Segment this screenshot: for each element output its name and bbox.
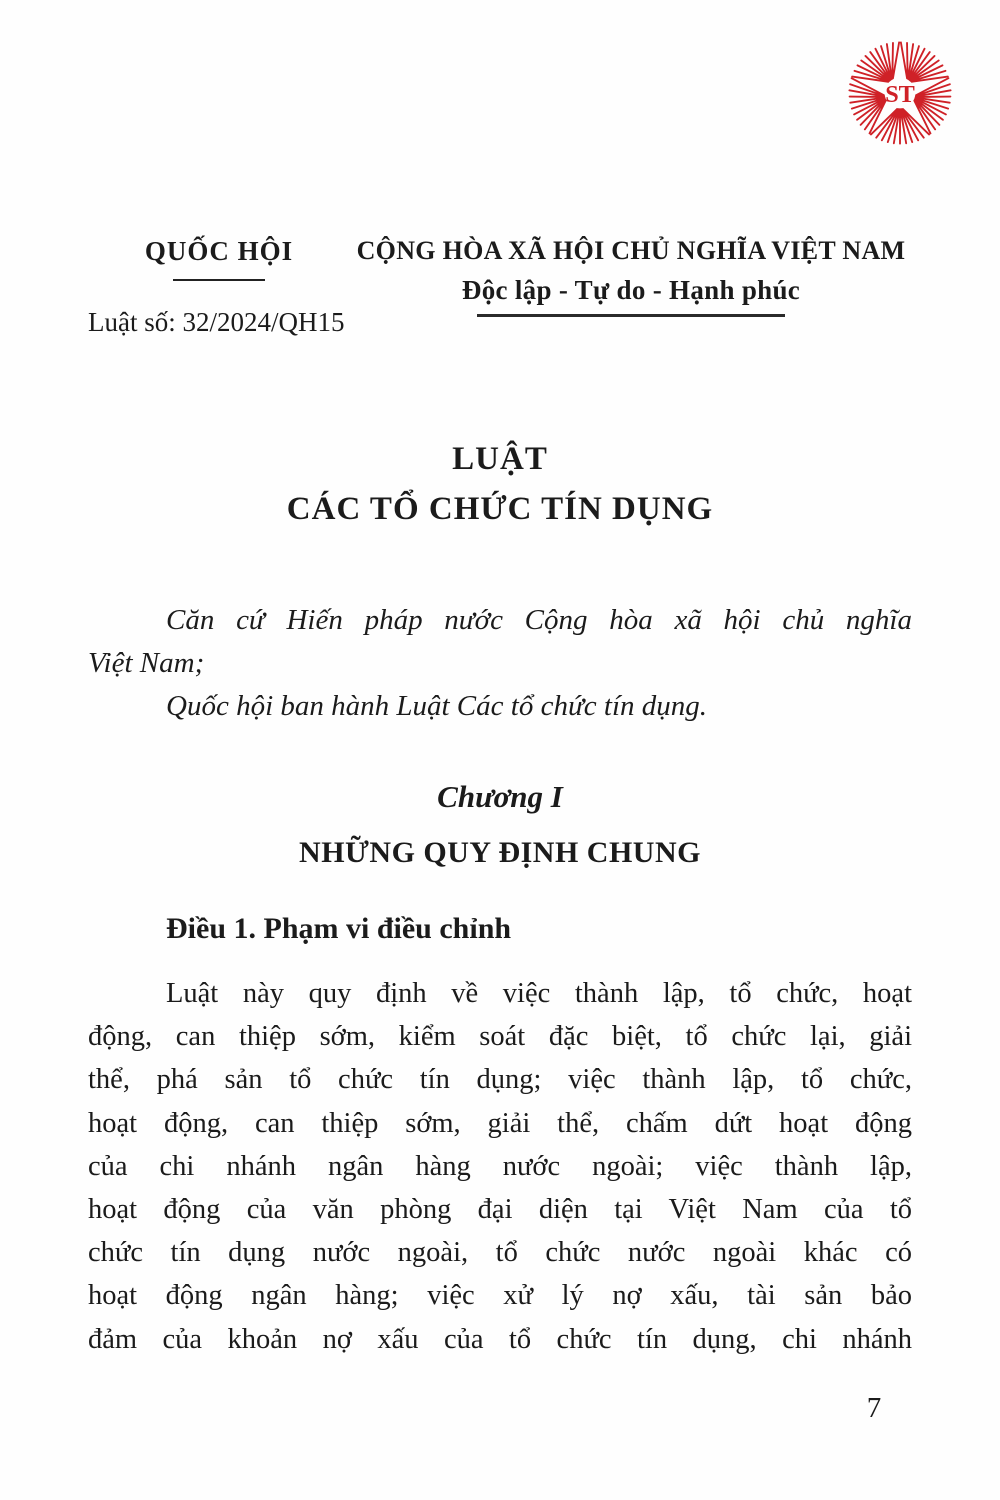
article-body-paragraph — [88, 972, 912, 1361]
body-text-line: đảm của khoản nợ xấu của tổ chức tín dụng, chi nhánh — [88, 1323, 912, 1355]
publisher-star-logo-icon — [841, 38, 959, 148]
chapter-title: NHỮNG QUY ĐỊNH CHUNG — [299, 836, 701, 869]
body-text-line: Luật này quy định về việc thành lập, tổ chức, hoạt — [166, 978, 912, 1009]
preamble-line: Căn cứ Hiến pháp nước Cộng hòa xã hội chủ nghĩa — [166, 604, 912, 636]
body-text-line: hoạt động, can thiệp sớm, giải thể, chấm dứt hoạt động — [88, 1107, 912, 1139]
page-number: 7 — [866, 1392, 882, 1424]
document-title-subject: CÁC TỔ CHỨC TÍN DỤNG — [286, 491, 714, 527]
country-name: CỘNG HÒA XÃ HỘI CHỦ NGHĨA VIỆT NAM — [356, 236, 906, 265]
body-text-line: chức tín dụng nước ngoài, tổ chức nước ngoài khác có — [88, 1237, 912, 1269]
chapter-number: Chương I — [437, 779, 563, 814]
issuing-body: QUỐC HỘI — [144, 236, 294, 266]
logo-monogram: ST — [885, 80, 915, 108]
body-text-line: động, can thiệp sớm, kiểm soát đặc biệt, tổ chức lại, giải — [88, 1021, 912, 1053]
document-title-word: LUẬT — [452, 441, 548, 477]
national-motto: Độc lập - Tự do - Hạnh phúc — [461, 275, 801, 305]
org-underline — [173, 279, 265, 281]
body-text-line: hoạt động của văn phòng đại diện tại Việt Nam của tổ — [88, 1194, 912, 1226]
header-left-column — [88, 236, 350, 281]
header-right-column — [348, 236, 914, 317]
body-text-line: của chi nhánh ngân hàng nước ngoài; việc thành lập, — [88, 1150, 912, 1182]
article-heading: Điều 1. Phạm vi điều chỉnh — [166, 912, 512, 945]
preamble — [88, 599, 912, 728]
preamble-line: Việt Nam; — [88, 647, 205, 679]
law-number: Luật số: 32/2024/QH15 — [88, 307, 345, 337]
body-text-line: thể, phá sản tổ chức tín dụng; việc thành lập, tổ chức, — [88, 1064, 912, 1096]
motto-underline — [477, 314, 785, 317]
preamble-line: Quốc hội ban hành Luật Các tổ chức tín dụng. — [166, 690, 708, 722]
document-title — [88, 441, 912, 528]
body-text-line: hoạt động ngân hàng; việc xử lý nợ xấu, tài sản bảo — [88, 1280, 912, 1312]
